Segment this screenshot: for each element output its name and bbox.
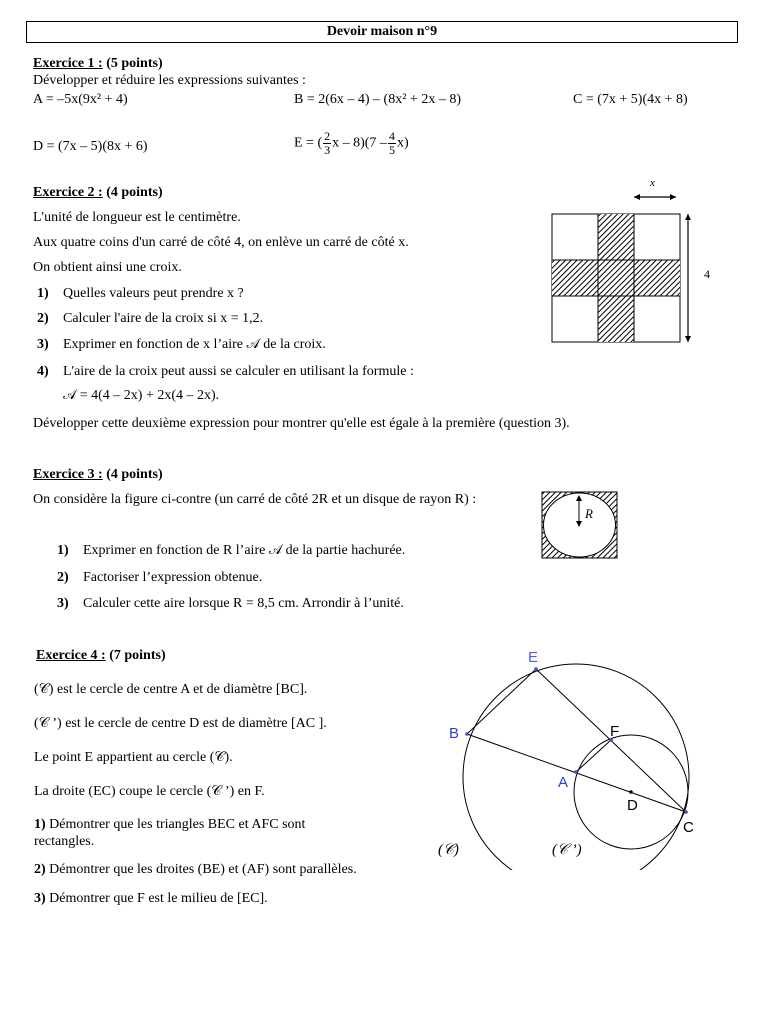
ex2-line1: L'unité de longueur est le centimètre. <box>33 210 241 225</box>
ex3-q1-text: Exprimer en fonction de R l’aire 𝒜 de la partie hachurée. <box>83 543 406 558</box>
ex1-e-frac1-den: 3 <box>324 143 331 157</box>
ex2-formula: 𝒜 = 4(4 – 2x) + 2x(4 – 2x). <box>63 388 220 403</box>
ex2-conclusion: Développer cette deuxième expression pour montrer qu'elle est égale à la première (question 3). <box>33 416 570 431</box>
label-a: A <box>558 774 569 791</box>
ex1-e-prefix: E = ( <box>294 135 323 151</box>
point-d <box>629 790 633 794</box>
ex1-heading <box>33 56 163 72</box>
x-label: x <box>650 177 655 189</box>
ex4-question-2 <box>34 862 357 878</box>
cross-figure <box>540 172 740 352</box>
ex2-line3: On obtient ainsi une croix. <box>33 260 182 275</box>
segment-af <box>576 740 611 772</box>
ex1-expr-e <box>294 130 409 157</box>
ex3-question-2 <box>57 570 262 586</box>
ex1-points: (5 points) <box>106 56 163 71</box>
ex4-q2-text: Démontrer que les droites (BE) et (AF) sont parallèles. <box>49 862 357 877</box>
ex4-heading <box>36 648 166 664</box>
ex3-q1-number: 1) <box>57 543 69 558</box>
side-label: 4 <box>704 267 710 281</box>
point-c <box>684 810 688 814</box>
ex4-q1-continuation: rectangles. <box>34 834 95 849</box>
ex2-q1-number: 1) <box>37 286 49 301</box>
ex3-q3-number: 3) <box>57 596 69 611</box>
ex1-e-suffix: x) <box>396 135 409 151</box>
ex1-label: Exercice 1 : <box>33 56 103 71</box>
label-e: E <box>528 649 539 666</box>
ex3-question-3 <box>57 596 404 612</box>
ex4-line3: Le point E appartient au cercle (𝒞). <box>34 750 233 765</box>
ex2-q2-text: Calculer l'aire de la croix si x = 1,2. <box>63 311 264 326</box>
label-f: F <box>610 723 620 740</box>
ex2-question-1 <box>37 286 244 302</box>
ex1-expr-a: A = –5x(9x² + 4) <box>33 92 128 107</box>
ex1-expr-c: C = (7x + 5)(4x + 8) <box>573 92 688 107</box>
ex3-label: Exercice 3 : <box>33 467 103 482</box>
ex4-line1: (𝒞) est le cercle de centre A et de diamètre [BC]. <box>34 682 308 697</box>
radius-label: R <box>585 506 593 521</box>
ex4-q3-number: 3) <box>34 891 46 906</box>
ex2-q1-text: Quelles valeurs peut prendre x ? <box>63 286 244 301</box>
ex2-q3-text: Exprimer en fonction de x l’aire 𝒜 de la croix. <box>63 337 326 352</box>
label-circle-c: (𝒞) <box>438 842 459 858</box>
ex4-line4: La droite (EC) coupe le cercle (𝒞 ’) en F. <box>34 784 265 799</box>
ex3-q2-text: Factoriser l’expression obtenue. <box>83 570 263 585</box>
label-c: C <box>683 819 694 836</box>
ex2-q4-number: 4) <box>37 364 49 379</box>
ex4-line2: (𝒞 ’) est le cercle de centre D est de diamètre [AC ]. <box>34 716 327 731</box>
ex2-heading <box>33 185 163 201</box>
ex2-question-4 <box>37 364 414 380</box>
ex3-q3-text: Calculer cette aire lorsque R = 8,5 cm. Arrondir à l’unité. <box>83 596 404 611</box>
ex2-label: Exercice 2 : <box>33 185 103 200</box>
ex1-e-frac2 <box>388 130 396 157</box>
ex2-line2: Aux quatre coins d'un carré de côté 4, on enlève un carré de côté x. <box>33 235 409 250</box>
ex4-q1-number: 1) <box>34 817 46 832</box>
ex2-q2-number: 2) <box>37 311 49 326</box>
ex3-question-1 <box>57 543 405 559</box>
ex1-e-frac2-den: 5 <box>388 143 395 157</box>
page-title: Devoir maison n°9 <box>26 21 738 43</box>
ex1-instruction: Développer et réduire les expressions suivantes : <box>33 73 306 88</box>
cross-horizontal-bar <box>552 260 680 296</box>
label-d: D <box>627 797 638 814</box>
ex3-points: (4 points) <box>106 467 163 482</box>
ex3-q2-number: 2) <box>57 570 69 585</box>
ex1-e-mid: x – 8)(7 – <box>332 135 387 151</box>
point-b <box>465 732 469 736</box>
ex4-q3-text: Démontrer que F est le milieu de [EC]. <box>49 891 268 906</box>
label-b: B <box>449 725 460 742</box>
point-e <box>534 667 538 671</box>
circles-figure <box>430 640 730 870</box>
ex2-points: (4 points) <box>106 185 163 200</box>
ex2-q3-number: 3) <box>37 337 49 352</box>
ex1-expr-b: B = 2(6x – 4) – (8x² + 2x – 8) <box>294 92 461 107</box>
disc-figure <box>540 490 620 560</box>
ex1-expr-d: D = (7x – 5)(8x + 6) <box>33 139 148 154</box>
ex4-q2-number: 2) <box>34 862 46 877</box>
circle-c <box>463 664 689 870</box>
ex4-q1-text: Démontrer que les triangles BEC et AFC sont <box>49 817 306 832</box>
ex4-label: Exercice 4 : <box>36 648 106 663</box>
ex2-q4-text: L'aire de la croix peut aussi se calculer en utilisant la formule : <box>63 364 414 379</box>
ex3-heading <box>33 467 163 483</box>
ex4-points: (7 points) <box>109 648 166 663</box>
label-circle-c-prime: (𝒞 ’) <box>552 842 582 858</box>
ex1-e-frac2-num: 4 <box>388 129 395 143</box>
ex2-question-3 <box>37 337 326 353</box>
point-a <box>574 770 578 774</box>
ex1-e-frac1 <box>323 130 331 157</box>
ex4-question-1 <box>34 817 305 833</box>
ex4-question-3 <box>34 891 268 907</box>
ex3-intro: On considère la figure ci-contre (un carré de côté 2R et un disque de rayon R) : <box>33 492 477 507</box>
ex1-e-frac1-num: 2 <box>324 129 331 143</box>
segment-be <box>467 669 536 734</box>
ex2-question-2 <box>37 311 263 327</box>
